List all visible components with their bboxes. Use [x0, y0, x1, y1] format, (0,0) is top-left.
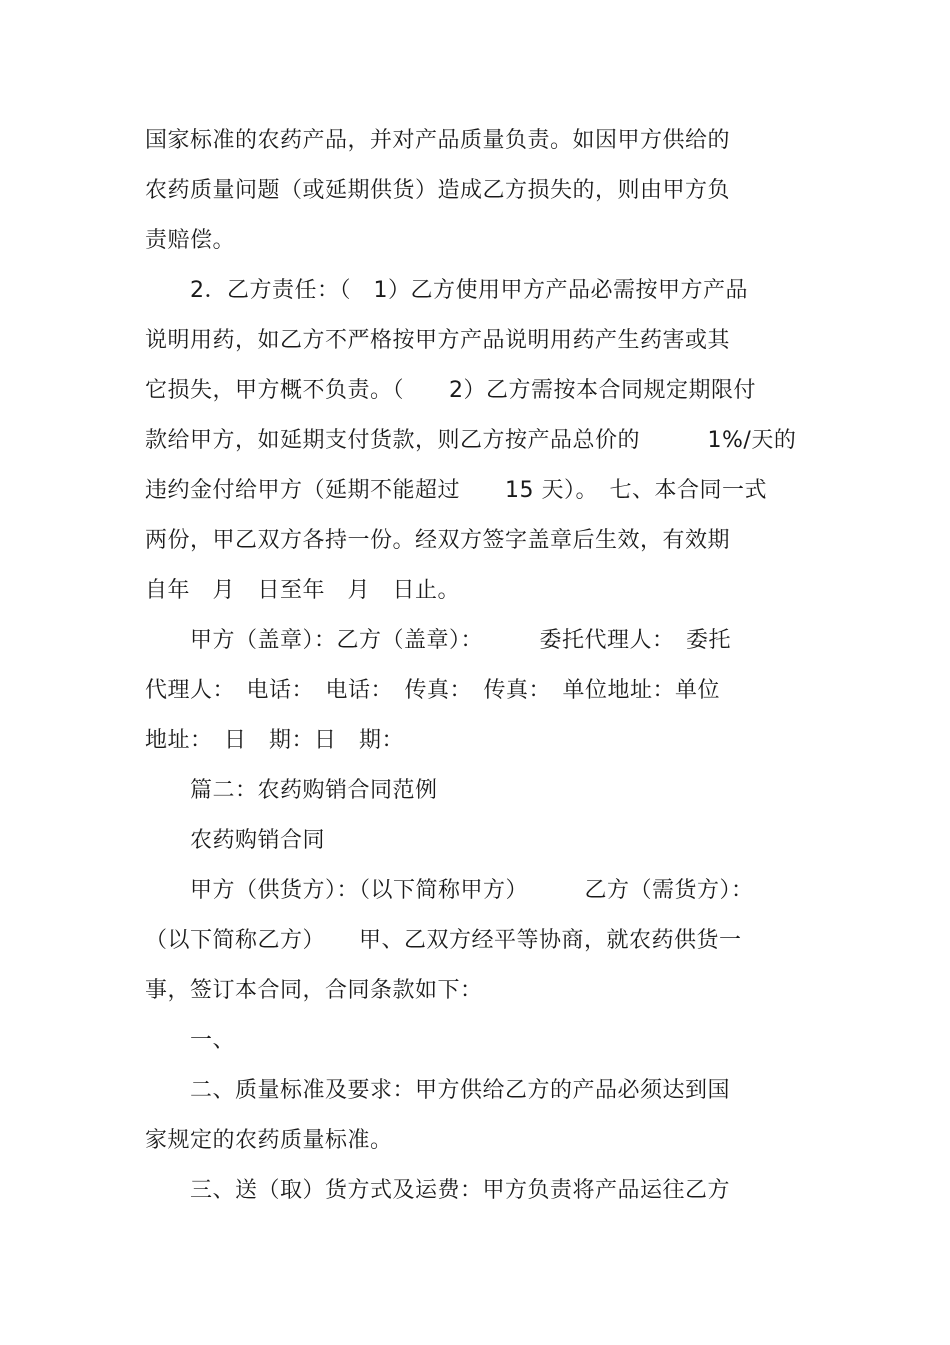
text-line: 甲方（盖章）：乙方（盖章）： 委托代理人： 委托 — [145, 628, 732, 653]
text-line: 款给甲方，如延期支付货款，则乙方按产品总价的 1%/天的 — [145, 428, 797, 453]
text-line: 甲方（供货方）：（以下简称甲方） 乙方（需货方）： — [145, 878, 754, 903]
text-line: （以下简称乙方） 甲、乙双方经平等协商，就农药供货一 — [145, 928, 742, 953]
text-line: 它损失，甲方概不负责。（ 2）乙方需按本合同规定期限付 — [145, 378, 756, 403]
section-heading: 篇二：农药购销合同范例 — [145, 778, 438, 803]
text-line: 家规定的农药质量标准。 — [145, 1128, 393, 1153]
text-line: 责赔偿。 — [145, 228, 236, 253]
text-line: 说明用药，如乙方不严格按甲方产品说明用药产生药害或其 — [145, 328, 731, 353]
text-line: 违约金付给甲方（延期不能超过 15 天）。 七、本合同一式 — [145, 478, 767, 503]
text-line: 二、质量标准及要求：甲方供给乙方的产品必须达到国 — [145, 1078, 731, 1103]
text-line: 两份，甲乙双方各持一份。经双方签字盖章后生效，有效期 — [145, 528, 731, 553]
text-line: 事，签订本合同，合同条款如下： — [145, 978, 483, 1003]
clause-heading: 一、 — [145, 1028, 236, 1053]
text-line: 农药质量问题（或延期供货）造成乙方损失的，则由甲方负 — [145, 178, 731, 203]
document-title: 农药购销合同 — [145, 828, 326, 853]
text-line: 自年 月 日至年 月 日止。 — [145, 578, 461, 603]
text-line: 代理人： 电话： 电话： 传真： 传真： 单位地址：单位 — [145, 678, 721, 703]
text-line: 地址： 日 期：日 期： — [145, 728, 405, 753]
text-line: 三、送（取）货方式及运费：甲方负责将产品运往乙方 — [145, 1178, 731, 1203]
text-line: 国家标准的农药产品，并对产品质量负责。如因甲方供给的 — [145, 128, 731, 153]
text-line: 2．乙方责任：（ 1）乙方使用甲方产品必需按甲方产品 — [145, 278, 748, 303]
